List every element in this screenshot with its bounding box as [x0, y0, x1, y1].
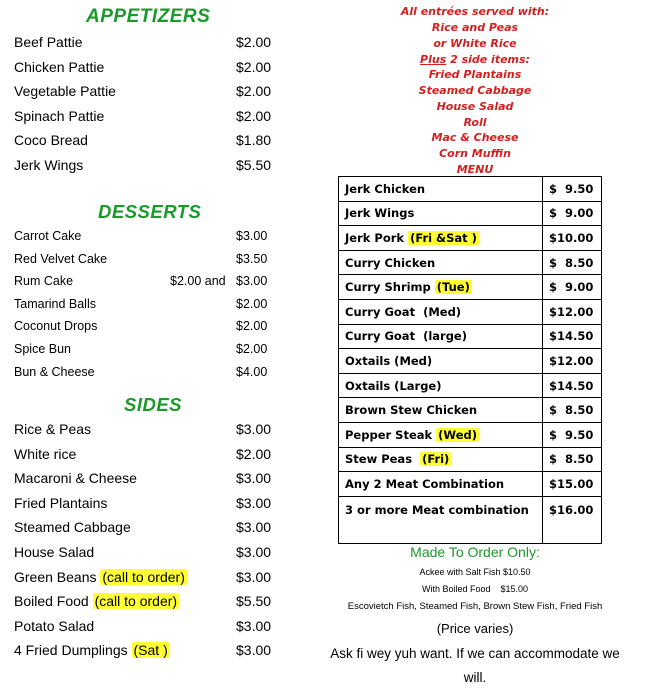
sides-item-name: [14, 470, 137, 486]
sides-item-name: [14, 642, 170, 658]
intro-line-2: Rice and Peas: [431, 21, 519, 34]
desserts-item-label: Carrot Cake: [14, 229, 82, 243]
desserts-item-name: [14, 365, 95, 379]
sides-item-label: White rice: [14, 445, 77, 462]
sides-item-label: Macaroni & Cheese: [14, 470, 137, 487]
appetizers-item-price: $2.00: [236, 83, 272, 100]
intro-side-1: Fried Plantains: [428, 68, 522, 81]
menu-item-cell: [339, 177, 543, 202]
intro-side-6: Corn Muffin: [439, 147, 511, 160]
plus-rest: 2 side items:: [446, 53, 530, 66]
sides-item-name: [14, 495, 107, 511]
sides-item-name: [14, 569, 187, 585]
desserts-title: DESSERTS: [98, 201, 202, 222]
menu-item-price: $10.00: [543, 226, 602, 251]
menu-row: [339, 422, 602, 447]
sides-item-note: (Sat ): [133, 642, 168, 659]
menu-row: [339, 177, 602, 202]
menu-row: [339, 226, 602, 251]
desserts-item-price: $2.00: [236, 296, 268, 311]
sides-item-price: $5.50: [236, 593, 272, 610]
sides-item-name: [14, 544, 94, 560]
plus-word: Plus: [420, 53, 447, 66]
menu-item-name: Brown Stew Chicken: [345, 403, 478, 418]
sides-item-label: Potato Salad: [14, 617, 95, 634]
sides-item-label: Boiled Food: [14, 593, 89, 610]
desserts-item-price: $3.00: [236, 274, 268, 289]
menu-item-price: $ 8.50: [543, 398, 602, 423]
menu-item-cell: [339, 398, 543, 423]
menu-item-cell: [339, 496, 543, 543]
sides-item-price: $3.00: [236, 617, 272, 634]
menu-row: [339, 324, 602, 349]
sides-item-note: (call to order): [94, 593, 178, 610]
mto-line-6: will.: [463, 670, 487, 685]
menu-item-name: Any 2 Meat Combination: [345, 476, 505, 491]
sides-item-name: [14, 519, 131, 535]
desserts-item-name: [14, 274, 73, 288]
sides-item-price: $3.00: [236, 519, 272, 536]
sides-item-name: [14, 421, 91, 437]
sides-item-label: Green Beans: [14, 568, 97, 585]
sides-item-price: $3.00: [236, 470, 272, 487]
appetizers-item-name: [14, 59, 104, 75]
appetizers-item-name: [14, 108, 104, 124]
menu-row: [339, 299, 602, 324]
sides-item-label: Steamed Cabbage: [14, 519, 131, 536]
desserts-item-name: [14, 229, 81, 243]
desserts-item-name: [14, 342, 71, 356]
menu-row: [339, 496, 602, 543]
sides-item-name: [14, 446, 76, 462]
intro-line-3: or White Rice: [433, 37, 517, 50]
desserts-item-price: $2.00: [236, 319, 268, 334]
sides-item-price: $3.00: [236, 642, 272, 659]
appetizers-item-label: Jerk Wings: [14, 157, 84, 173]
menu-item-cell: [339, 226, 543, 251]
menu-item-note: (Fri): [422, 452, 450, 467]
appetizers-item-name: [14, 83, 116, 99]
desserts-item-name: [14, 319, 97, 333]
menu-item-name: Oxtails (Large): [345, 378, 442, 393]
menu-item-cell: [339, 447, 543, 472]
intro-menu-label: MENU: [456, 163, 494, 176]
desserts-item-label: Spice Bun: [14, 342, 71, 356]
menu-item-price: $14.50: [543, 324, 602, 349]
menu-row: [339, 275, 602, 300]
menu-item-price: $16.00: [543, 496, 602, 543]
appetizers-item-label: Beef Pattie: [14, 34, 83, 50]
intro-side-2: Steamed Cabbage: [418, 84, 532, 97]
menu-item-name: Curry Chicken: [345, 255, 436, 270]
appetizers-item-name: [14, 34, 83, 50]
appetizers-item-price: $5.50: [236, 157, 272, 173]
menu-item-name: Pepper Steak: [345, 427, 437, 442]
appetizers-item-label: Chicken Pattie: [14, 58, 105, 75]
sides-item-price: $3.00: [236, 494, 272, 511]
entree-menu-table: [338, 176, 602, 544]
desserts-item-label: Rum Cake: [14, 274, 74, 289]
appetizers-item-label: Vegetable Pattie: [14, 83, 116, 100]
desserts-item-price: $3.50: [236, 251, 268, 266]
mto-line-1: Ackee with Salt Fish $10.50: [419, 567, 531, 577]
appetizers-item-price: $2.00: [236, 107, 272, 124]
intro-line-plus: [360, 52, 590, 68]
menu-item-price: $15.00: [543, 472, 602, 497]
menu-item-cell: [339, 275, 543, 300]
menu-row: [339, 250, 602, 275]
desserts-item-label: Bun & Cheese: [14, 364, 95, 379]
menu-row: [339, 201, 602, 226]
sides-item-note: (call to order): [102, 568, 185, 585]
menu-item-price: $ 8.50: [543, 447, 602, 472]
menu-row: [339, 447, 602, 472]
appetizers-title: APPETIZERS: [86, 6, 211, 27]
menu-item-price: $12.00: [543, 299, 602, 324]
menu-item-name: Jerk Wings: [345, 206, 415, 221]
made-to-order-title: Made To Order Only:: [410, 544, 540, 560]
menu-item-name: Curry Goat (large): [345, 329, 467, 344]
menu-item-cell: [339, 201, 543, 226]
menu-item-cell: [339, 472, 543, 497]
sides-item-price: $2.00: [236, 445, 272, 462]
menu-item-cell: [339, 299, 543, 324]
mto-line-5: Ask fi wey yuh want. If we can accommodate we: [330, 646, 620, 661]
menu-row: [339, 398, 602, 423]
menu-item-name: Jerk Pork: [345, 230, 409, 245]
appetizers-item-price: $1.80: [236, 132, 272, 149]
sides-item-label: Fried Plantains: [14, 494, 108, 511]
desserts-item-label: Coconut Drops: [14, 319, 98, 334]
menu-item-price: $ 9.50: [543, 422, 602, 447]
sides-item-label: 4 Fried Dumplings: [14, 642, 128, 659]
menu-item-name: Oxtails (Med): [345, 353, 433, 368]
sides-item-name: [14, 618, 94, 634]
menu-item-price: $12.00: [543, 349, 602, 374]
desserts-item-name: [14, 252, 107, 266]
sides-item-price: $3.00: [236, 544, 272, 560]
menu-row: [339, 373, 602, 398]
desserts-item-price-alt: $2.00 and: [170, 274, 226, 289]
desserts-item-label: Red Velvet Cake: [14, 251, 108, 266]
intro-side-3: House Salad: [436, 100, 514, 113]
mto-line-4: (Price varies): [436, 621, 514, 636]
appetizers-item-name: [14, 157, 83, 173]
mto-line-3: Escovietch Fish, Steamed Fish, Brown Stew Fish, Fried Fish: [347, 601, 603, 612]
menu-item-cell: [339, 349, 543, 374]
menu-item-cell: [339, 373, 543, 398]
menu-row: [339, 472, 602, 497]
sides-item-name: [14, 593, 179, 609]
intro-side-5: Mac & Cheese: [431, 131, 519, 144]
desserts-item-price: $2.00: [236, 342, 268, 356]
menu-item-price: $ 8.50: [543, 250, 602, 275]
menu-item-name: 3 or more Meat combination: [345, 502, 529, 517]
appetizers-item-label: Coco Bread: [14, 132, 88, 149]
intro-side-4: Roll: [463, 116, 487, 129]
menu-item-note: (Fri &Sat ): [410, 230, 477, 245]
desserts-item-price: $4.00: [236, 364, 268, 379]
menu-row: [339, 349, 602, 374]
menu-item-name: Jerk Chicken: [345, 181, 426, 196]
sides-item-price: $3.00: [236, 421, 272, 437]
desserts-item-name: [14, 297, 96, 311]
appetizers-item-price: $2.00: [236, 34, 272, 50]
menu-item-cell: [339, 324, 543, 349]
menu-item-name: Curry Goat (Med): [345, 304, 462, 319]
intro-line-1: All entrées served with:: [400, 5, 550, 18]
menu-item-name: Curry Shrimp: [345, 280, 435, 295]
appetizers-item-name: [14, 132, 88, 148]
mto-line-2: With Boiled Food $15.00: [421, 584, 529, 594]
menu-item-price: $ 9.50: [543, 177, 602, 202]
desserts-item-label: Tamarind Balls: [14, 296, 96, 311]
menu-item-price: $ 9.00: [543, 201, 602, 226]
menu-item-note: (Wed): [438, 427, 477, 442]
sides-item-price: $3.00: [236, 568, 272, 585]
sides-item-label: House Salad: [14, 544, 95, 560]
menu-item-name: Stew Peas: [345, 452, 421, 467]
sides-title: SIDES: [124, 394, 183, 415]
menu-item-cell: [339, 422, 543, 447]
appetizers-item-price: $2.00: [236, 58, 272, 75]
menu-item-price: $14.50: [543, 373, 602, 398]
menu-item-cell: [339, 250, 543, 275]
sides-item-label: Rice & Peas: [14, 421, 92, 437]
menu-item-price: $ 9.00: [543, 275, 602, 300]
desserts-item-price: $3.00: [236, 229, 268, 243]
appetizers-item-label: Spinach Pattie: [14, 107, 105, 124]
menu-item-note: (Tue): [436, 280, 470, 295]
